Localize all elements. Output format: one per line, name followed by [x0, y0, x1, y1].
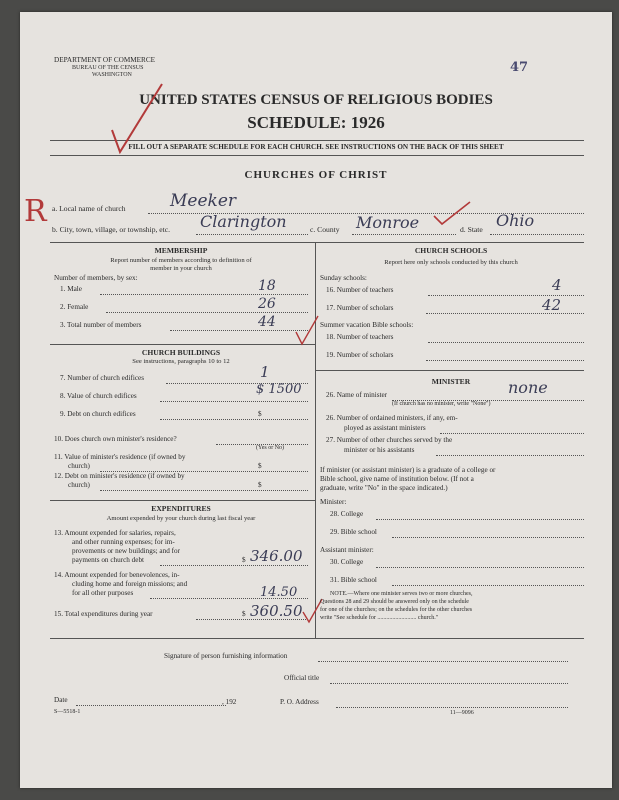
po-address-label: P. O. Address — [280, 698, 319, 706]
minister-name-value: none — [508, 378, 548, 397]
instruction-line: FILL OUT A SEPARATE SCHEDULE FOR EACH CHURCH. SEE INSTRUCTIONS ON THE BACK OF THIS SHEET — [128, 143, 504, 151]
total-members-value: 44 — [258, 314, 276, 330]
column-divider — [315, 242, 316, 638]
membership-note: Report number of members according to definition of — [110, 257, 252, 264]
q13-line: payments on church debt — [72, 556, 145, 564]
summer-schools-label: Summer vacation Bible schools: — [320, 321, 414, 329]
fill-line — [100, 294, 308, 295]
fill-line — [392, 537, 584, 538]
fill-line — [160, 401, 308, 402]
date-label: Date — [54, 696, 68, 704]
male-label: 1. Male — [60, 285, 82, 293]
check-mark-icon — [430, 198, 474, 228]
signature-label: Signature of person furnishing information — [164, 652, 288, 660]
dollar-sign: $ — [258, 462, 262, 470]
city-town-value: Clarington — [200, 212, 287, 231]
minister-name-hint: (If church has no minister, write "None") — [392, 401, 491, 407]
other-churches-label-2: minister or his assistants — [344, 446, 415, 454]
official-title-label: Official title — [284, 674, 320, 682]
summer-scholars-label: 19. Number of scholars — [326, 351, 394, 359]
residence-debt-label-2: church) — [68, 481, 90, 489]
fill-line — [160, 565, 308, 566]
edifice-debt-value: $ — [258, 410, 262, 418]
bible-school-label: 29. Bible school — [330, 528, 377, 536]
fill-line — [100, 490, 308, 491]
margin-mark: R — [24, 194, 47, 229]
county-label: c. County — [310, 225, 340, 234]
q13-line: provements or new buildings; and for — [72, 547, 180, 555]
male-value: 18 — [258, 278, 276, 294]
q13-line: and other running expenses; for im- — [72, 538, 175, 546]
fill-line — [426, 360, 584, 361]
fill-line — [76, 705, 226, 706]
other-churches-label: 27. Number of other churches served by the — [326, 436, 453, 444]
residence-debt-label: 12. Debt on minister's residence (if owned by — [54, 472, 185, 480]
sunday-teachers-label: 16. Number of teachers — [326, 286, 394, 294]
divider — [50, 638, 584, 639]
minister-footnote: Questions 28 and 29 should be answered only on the schedule — [320, 599, 469, 605]
minister-footnote: NOTE.—Where one minister serves two or more churches, — [330, 591, 473, 597]
title-line-2: SCHEDULE: 1926 — [247, 113, 385, 132]
sunday-scholars-label: 17. Number of scholars — [326, 304, 394, 312]
edifice-debt-label: 9. Debt on church edifices — [60, 410, 136, 418]
fill-line — [170, 330, 308, 331]
fill-line — [336, 707, 568, 708]
minister-heading: MINISTER — [431, 377, 471, 386]
church-name-label: a. Local name of church — [52, 204, 126, 213]
divider — [50, 500, 315, 501]
expenditures-heading: EXPENDITURES — [151, 504, 211, 513]
membership-note: member in your church — [150, 265, 212, 272]
city-town-label: b. City, town, village, or township, etc. — [52, 225, 171, 234]
q14-line: 14. Amount expended for benevolences, in- — [54, 571, 180, 579]
print-number: 11—9096 — [450, 710, 474, 716]
schools-note: Report here only schools conducted by this church — [384, 259, 518, 266]
minister-footnote: write "See schedule for .......................... church." — [320, 615, 439, 621]
year-label: , 192 — [222, 698, 237, 706]
fill-line — [490, 234, 584, 235]
q13-line: 13. Amount expended for salaries, repairs, — [54, 529, 176, 537]
assistant-college-label: 30. College — [330, 558, 364, 566]
city-label: WASHINGTON — [92, 72, 132, 78]
female-label: 2. Female — [60, 303, 89, 311]
fill-line — [376, 519, 584, 520]
residence-value-label: 11. Value of minister's residence (if owned by — [54, 453, 186, 461]
edifices-value: 1 — [260, 363, 270, 381]
minister-footnote: for one of the churches; on the schedules for the other churches — [320, 607, 473, 613]
q14-line: cluding home and foreign missions; and — [72, 580, 188, 588]
fill-line — [392, 585, 584, 586]
ordained-ministers-label: 26. Number of ordained ministers, if any, em- — [326, 414, 458, 422]
check-mark-icon — [292, 312, 322, 352]
state-label: d. State — [460, 225, 483, 234]
dollar-sign: $ — [258, 481, 262, 489]
fill-line — [330, 683, 568, 684]
bureau-label: BUREAU OF THE CENSUS — [72, 65, 144, 71]
expenditures-note: Amount expended by your church during last fiscal year — [106, 515, 256, 522]
residence-value-label-2: church) — [68, 462, 90, 470]
total-members-label: 3. Total number of members — [60, 321, 142, 329]
fill-line — [428, 342, 584, 343]
yes-no-hint: (Yes or No) — [256, 445, 285, 451]
summer-teachers-label: 18. Number of teachers — [326, 333, 394, 341]
corner-number: 47 — [510, 60, 529, 75]
sunday-scholars-value: 42 — [542, 296, 562, 314]
church-name-value: Meeker — [170, 191, 237, 211]
fill-line — [376, 567, 584, 568]
ordained-ministers-label-2: ployed as assistant ministers — [344, 424, 426, 432]
county-value: Monroe — [356, 213, 420, 232]
divider — [50, 242, 584, 243]
dollar-sign: $ — [242, 556, 246, 564]
denomination-heading: CHURCHES OF CHRIST — [244, 169, 388, 181]
buildings-note: See instructions, paragraphs 10 to 12 — [132, 358, 230, 365]
fill-line — [352, 234, 456, 235]
assistant-minister-sublabel: Assistant minister: — [320, 546, 374, 554]
title-line-1: UNITED STATES CENSUS OF RELIGIOUS BODIES — [139, 92, 493, 108]
membership-heading: MEMBERSHIP — [154, 246, 208, 255]
divider — [50, 344, 315, 345]
minister-sublabel: Minister: — [320, 498, 347, 506]
edifice-value-amount: $ 1500 — [256, 382, 302, 397]
q15-value: 360.50 — [250, 602, 303, 620]
fill-line — [318, 661, 568, 662]
edifice-value-label: 8. Value of church edifices — [60, 392, 137, 400]
minister-name-label: 26. Name of minister — [326, 391, 388, 399]
buildings-heading: CHURCH BUILDINGS — [141, 348, 221, 357]
fill-line — [160, 419, 308, 420]
fill-line — [440, 433, 584, 434]
graduate-note: If minister (or assistant minister) is a graduate of a college or — [320, 466, 496, 474]
owns-residence-label: 10. Does church own minister's residence? — [54, 435, 177, 443]
schools-heading: CHURCH SCHOOLS — [414, 246, 488, 255]
state-value: Ohio — [496, 211, 535, 230]
sunday-schools-label: Sunday schools: — [320, 274, 367, 282]
dept-label: DEPARTMENT OF COMMERCE — [54, 56, 156, 64]
graduate-note: graduate, write "No" in the space indicated.) — [320, 484, 448, 492]
q15-label: 15. Total expenditures during year — [54, 610, 153, 618]
graduate-note: Bible school, give name of institution below. (If not a — [320, 475, 474, 483]
dollar-sign: $ — [242, 610, 246, 618]
divider — [315, 370, 584, 371]
q14-value: 14.50 — [260, 585, 298, 600]
q13-value: 346.00 — [250, 547, 303, 565]
assistant-bible-school-label: 31. Bible school — [330, 576, 377, 584]
fill-line — [436, 455, 584, 456]
college-label: 28. College — [330, 510, 364, 518]
fill-line — [196, 234, 308, 235]
by-sex-label: Number of members, by sex: — [54, 274, 138, 282]
form-number: S—5518-1 — [54, 709, 81, 715]
edifices-label: 7. Number of church edifices — [60, 374, 145, 382]
sunday-teachers-value: 4 — [552, 276, 562, 294]
fill-line — [106, 312, 308, 313]
census-schedule-page — [20, 12, 612, 788]
female-value: 26 — [258, 296, 276, 312]
check-mark-icon — [106, 80, 166, 160]
q14-line: for all other purposes — [72, 589, 134, 597]
